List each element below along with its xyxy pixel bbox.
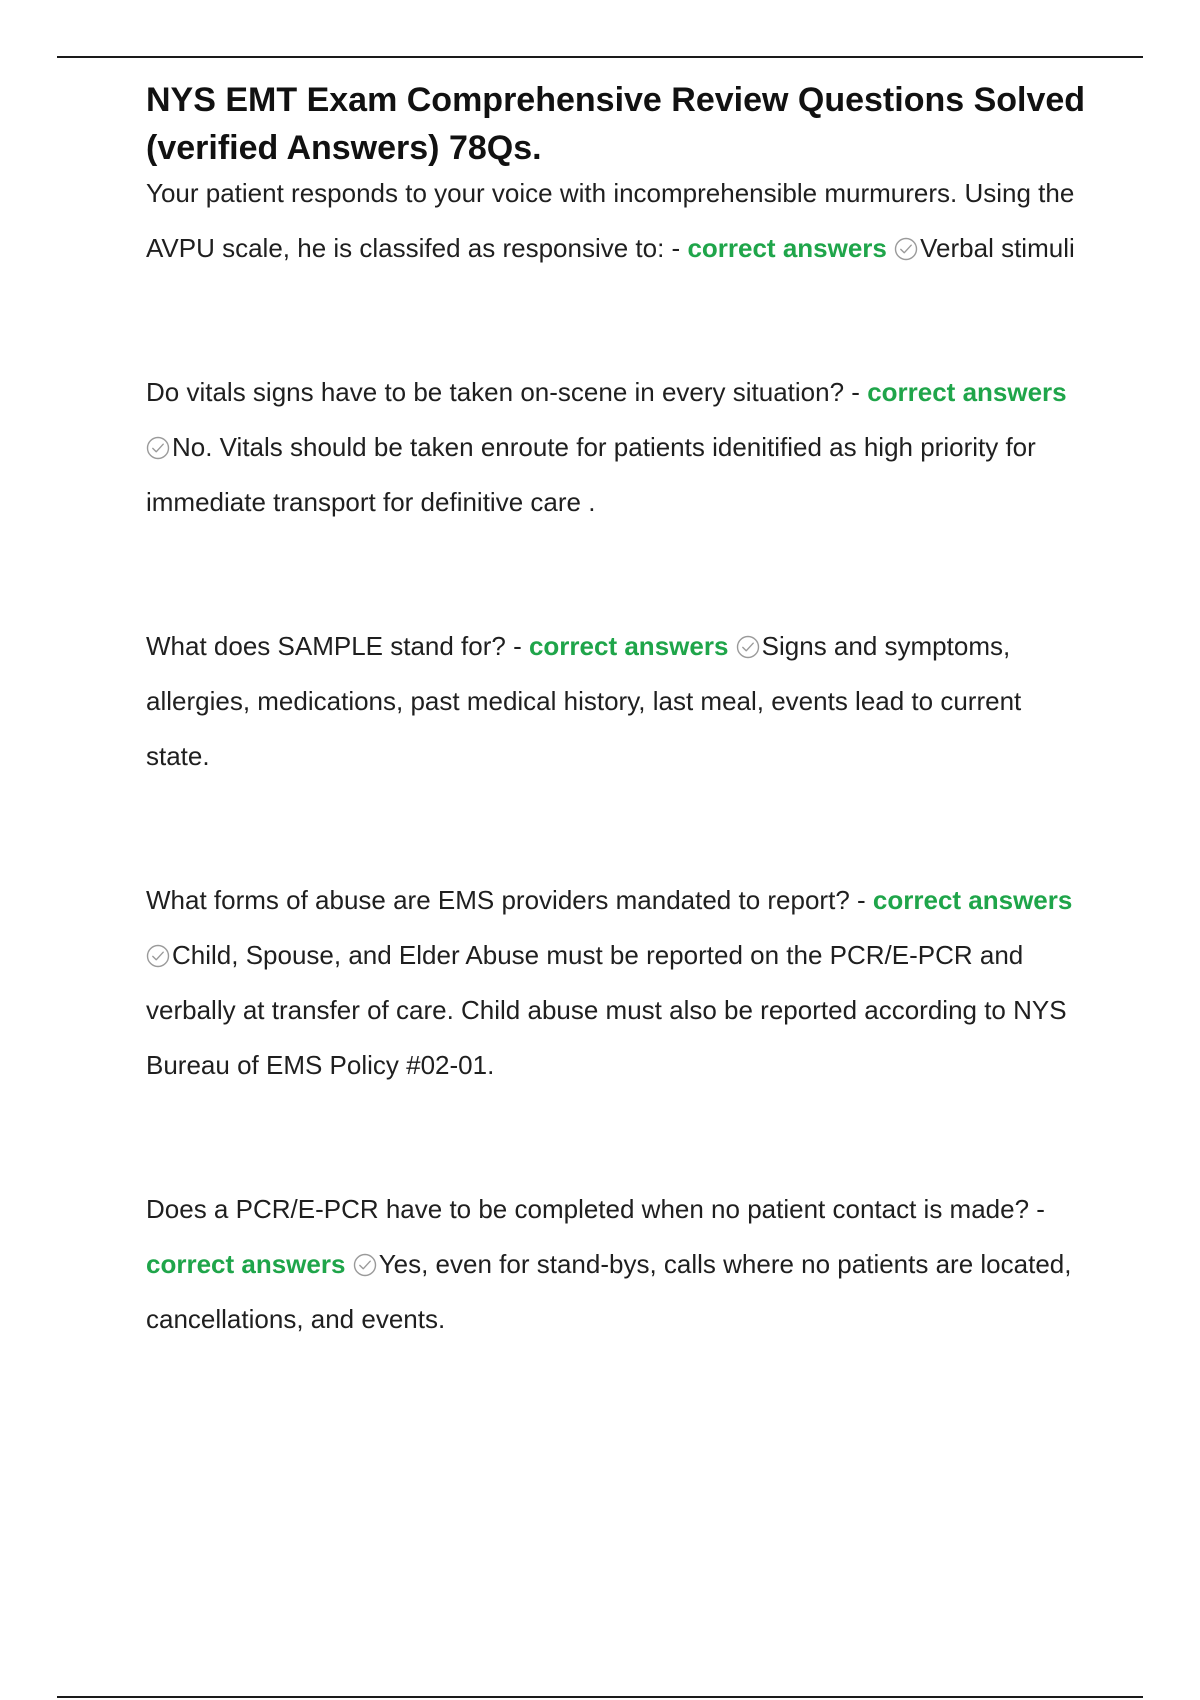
question-text: Does a PCR/E-PCR have to be completed when no patient contact is made? - [146, 1194, 1045, 1224]
check-circle-icon [894, 237, 918, 261]
question-text: What forms of abuse are EMS providers mandated to report? - [146, 885, 866, 915]
bottom-divider [57, 1696, 1143, 1698]
qa-item [146, 619, 1086, 784]
question-text: Do vitals signs have to be taken on-scene in every situation? - [146, 377, 860, 407]
correct-answers-label: correct answers [872, 885, 1073, 915]
qa-item [146, 1182, 1086, 1347]
correct-answers-label: correct answers [146, 1249, 346, 1279]
qa-item [146, 873, 1086, 1093]
check-circle-icon [736, 635, 760, 659]
answer-text: Yes, even for stand-bys, calls where no patients are located, cancellations, and events. [146, 1249, 1072, 1334]
question-text: Your patient responds to your voice with incomprehensible murmurers. Using the AVPU scale, he is classifed as responsive to: - [146, 178, 1075, 263]
correct-answers-label: correct answers [867, 377, 1067, 407]
qa-item [146, 166, 1086, 276]
document-title: NYS EMT Exam Comprehensive Review Questions Solved (verified Answers) 78Qs. [146, 81, 1086, 167]
check-circle-icon [353, 1253, 377, 1277]
top-divider [57, 56, 1143, 58]
correct-answers-label: correct answers [528, 631, 729, 661]
document-body [146, 76, 1086, 1347]
qa-item [146, 365, 1086, 530]
correct-answers-label: correct answers [687, 233, 887, 263]
answer-text: Child, Spouse, and Elder Abuse must be reported on the PCR/E-PCR and verbally at transfer of care. Child abuse must also be reported according to NYS Bureau of EMS Policy #02-01. [146, 940, 1067, 1080]
check-circle-icon [146, 436, 170, 460]
answer-text: Verbal stimuli [920, 233, 1075, 263]
question-text: What does SAMPLE stand for? - [146, 631, 522, 661]
check-circle-icon [146, 944, 170, 968]
answer-text: Signs and symptoms, allergies, medications, past medical history, last meal, events lead to current state. [146, 631, 1022, 771]
answer-text: No. Vitals should be taken enroute for patients idenitified as high priority for immediate transport for definitive care . [146, 432, 1036, 517]
